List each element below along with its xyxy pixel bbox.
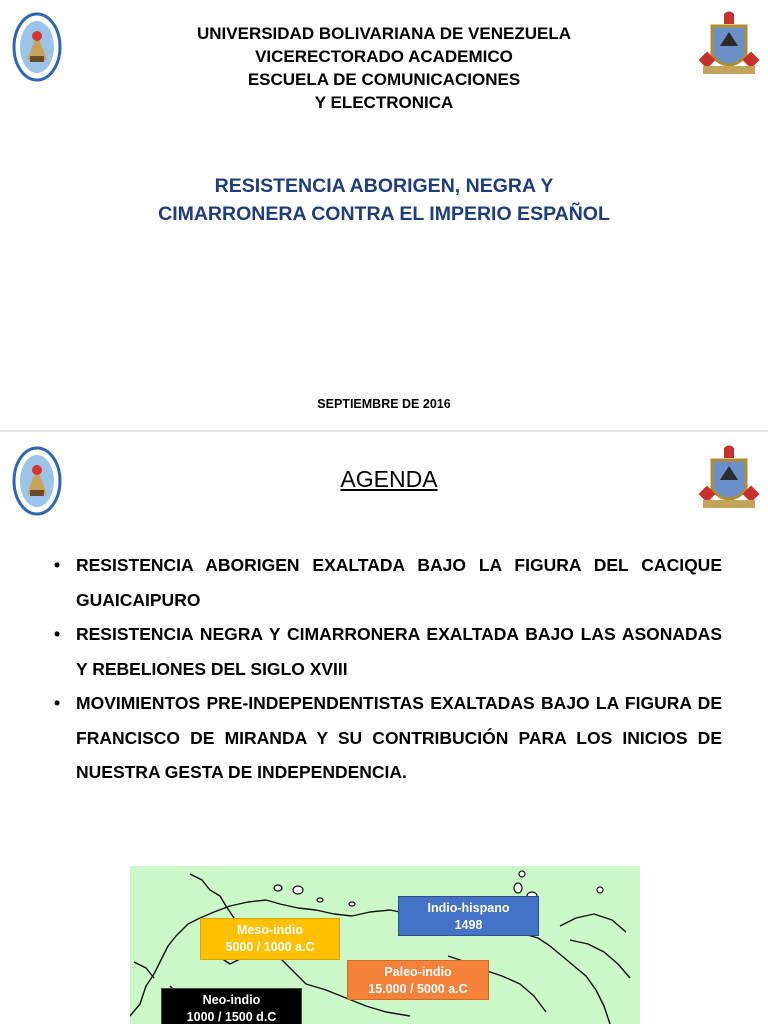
period-date: 1498: [454, 918, 483, 932]
agenda-slide: [0, 432, 768, 862]
agenda-item-text: RESISTENCIA NEGRA Y CIMARRONERA EXALTADA BAJO LAS ASONADAS Y REBELIONES DEL SIGLO XVIII: [76, 624, 722, 679]
period-name: Indio-hispano: [427, 901, 510, 915]
presentation-date: SEPTIEMBRE DE 2016: [317, 397, 451, 411]
institution-header: [120, 22, 648, 114]
indio-hispano-label: [398, 896, 539, 936]
period-name: Paleo-indio: [384, 965, 452, 979]
header-line: ESCUELA DE COMUNICACIONES: [247, 70, 521, 89]
neo-indio-label: [161, 988, 302, 1024]
agenda-item-text: MOVIMIENTOS PRE-INDEPENDENTISTAS EXALTADAS BAJO LA FIGURA DE FRANCISCO DE MIRANDA Y SU CONTRIBUCIÓN PARA LOS INICIOS DE NUESTRA GESTA DE INDEPENDENCIA.: [76, 693, 722, 782]
periodization-map: [130, 866, 640, 1024]
period-date: 15.000 / 5000 a.C: [368, 982, 468, 996]
school-shield-logo: [698, 10, 760, 86]
title-line: CIMARRONERA CONTRA EL IMPERIO ESPAÑOL: [158, 203, 610, 225]
bullet-icon: •: [54, 555, 61, 575]
ubv-seal-logo: [12, 12, 62, 82]
period-name: Meso-indio: [237, 923, 303, 937]
header-line: UNIVERSIDAD BOLIVARIANA DE VENEZUELA: [196, 24, 572, 43]
agenda-title: AGENDA: [340, 466, 438, 492]
period-date: 1000 / 1500 d.C: [186, 1010, 277, 1024]
title-line: RESISTENCIA ABORIGEN, NEGRA Y: [214, 175, 554, 197]
period-date: 5000 / 1000 a.C: [225, 940, 315, 954]
agenda-item: [54, 548, 722, 617]
meso-indio-label: [200, 918, 340, 960]
period-name: Neo-indio: [202, 993, 261, 1007]
agenda-item: [54, 686, 722, 790]
bullet-icon: •: [54, 624, 61, 644]
agenda-list: [54, 548, 722, 790]
agenda-item-text: RESISTENCIA ABORIGEN EXALTADA BAJO LA FIGURA DEL CACIQUE GUAICAIPURO: [76, 555, 722, 610]
presentation-title: [60, 172, 708, 228]
agenda-item: [54, 617, 722, 686]
header-line: VICERECTORADO ACADEMICO: [255, 47, 513, 66]
cover-slide: [0, 0, 768, 430]
bullet-icon: •: [54, 693, 61, 713]
header-line: Y ELECTRONICA: [314, 93, 454, 112]
paleo-indio-label: [347, 960, 489, 1000]
